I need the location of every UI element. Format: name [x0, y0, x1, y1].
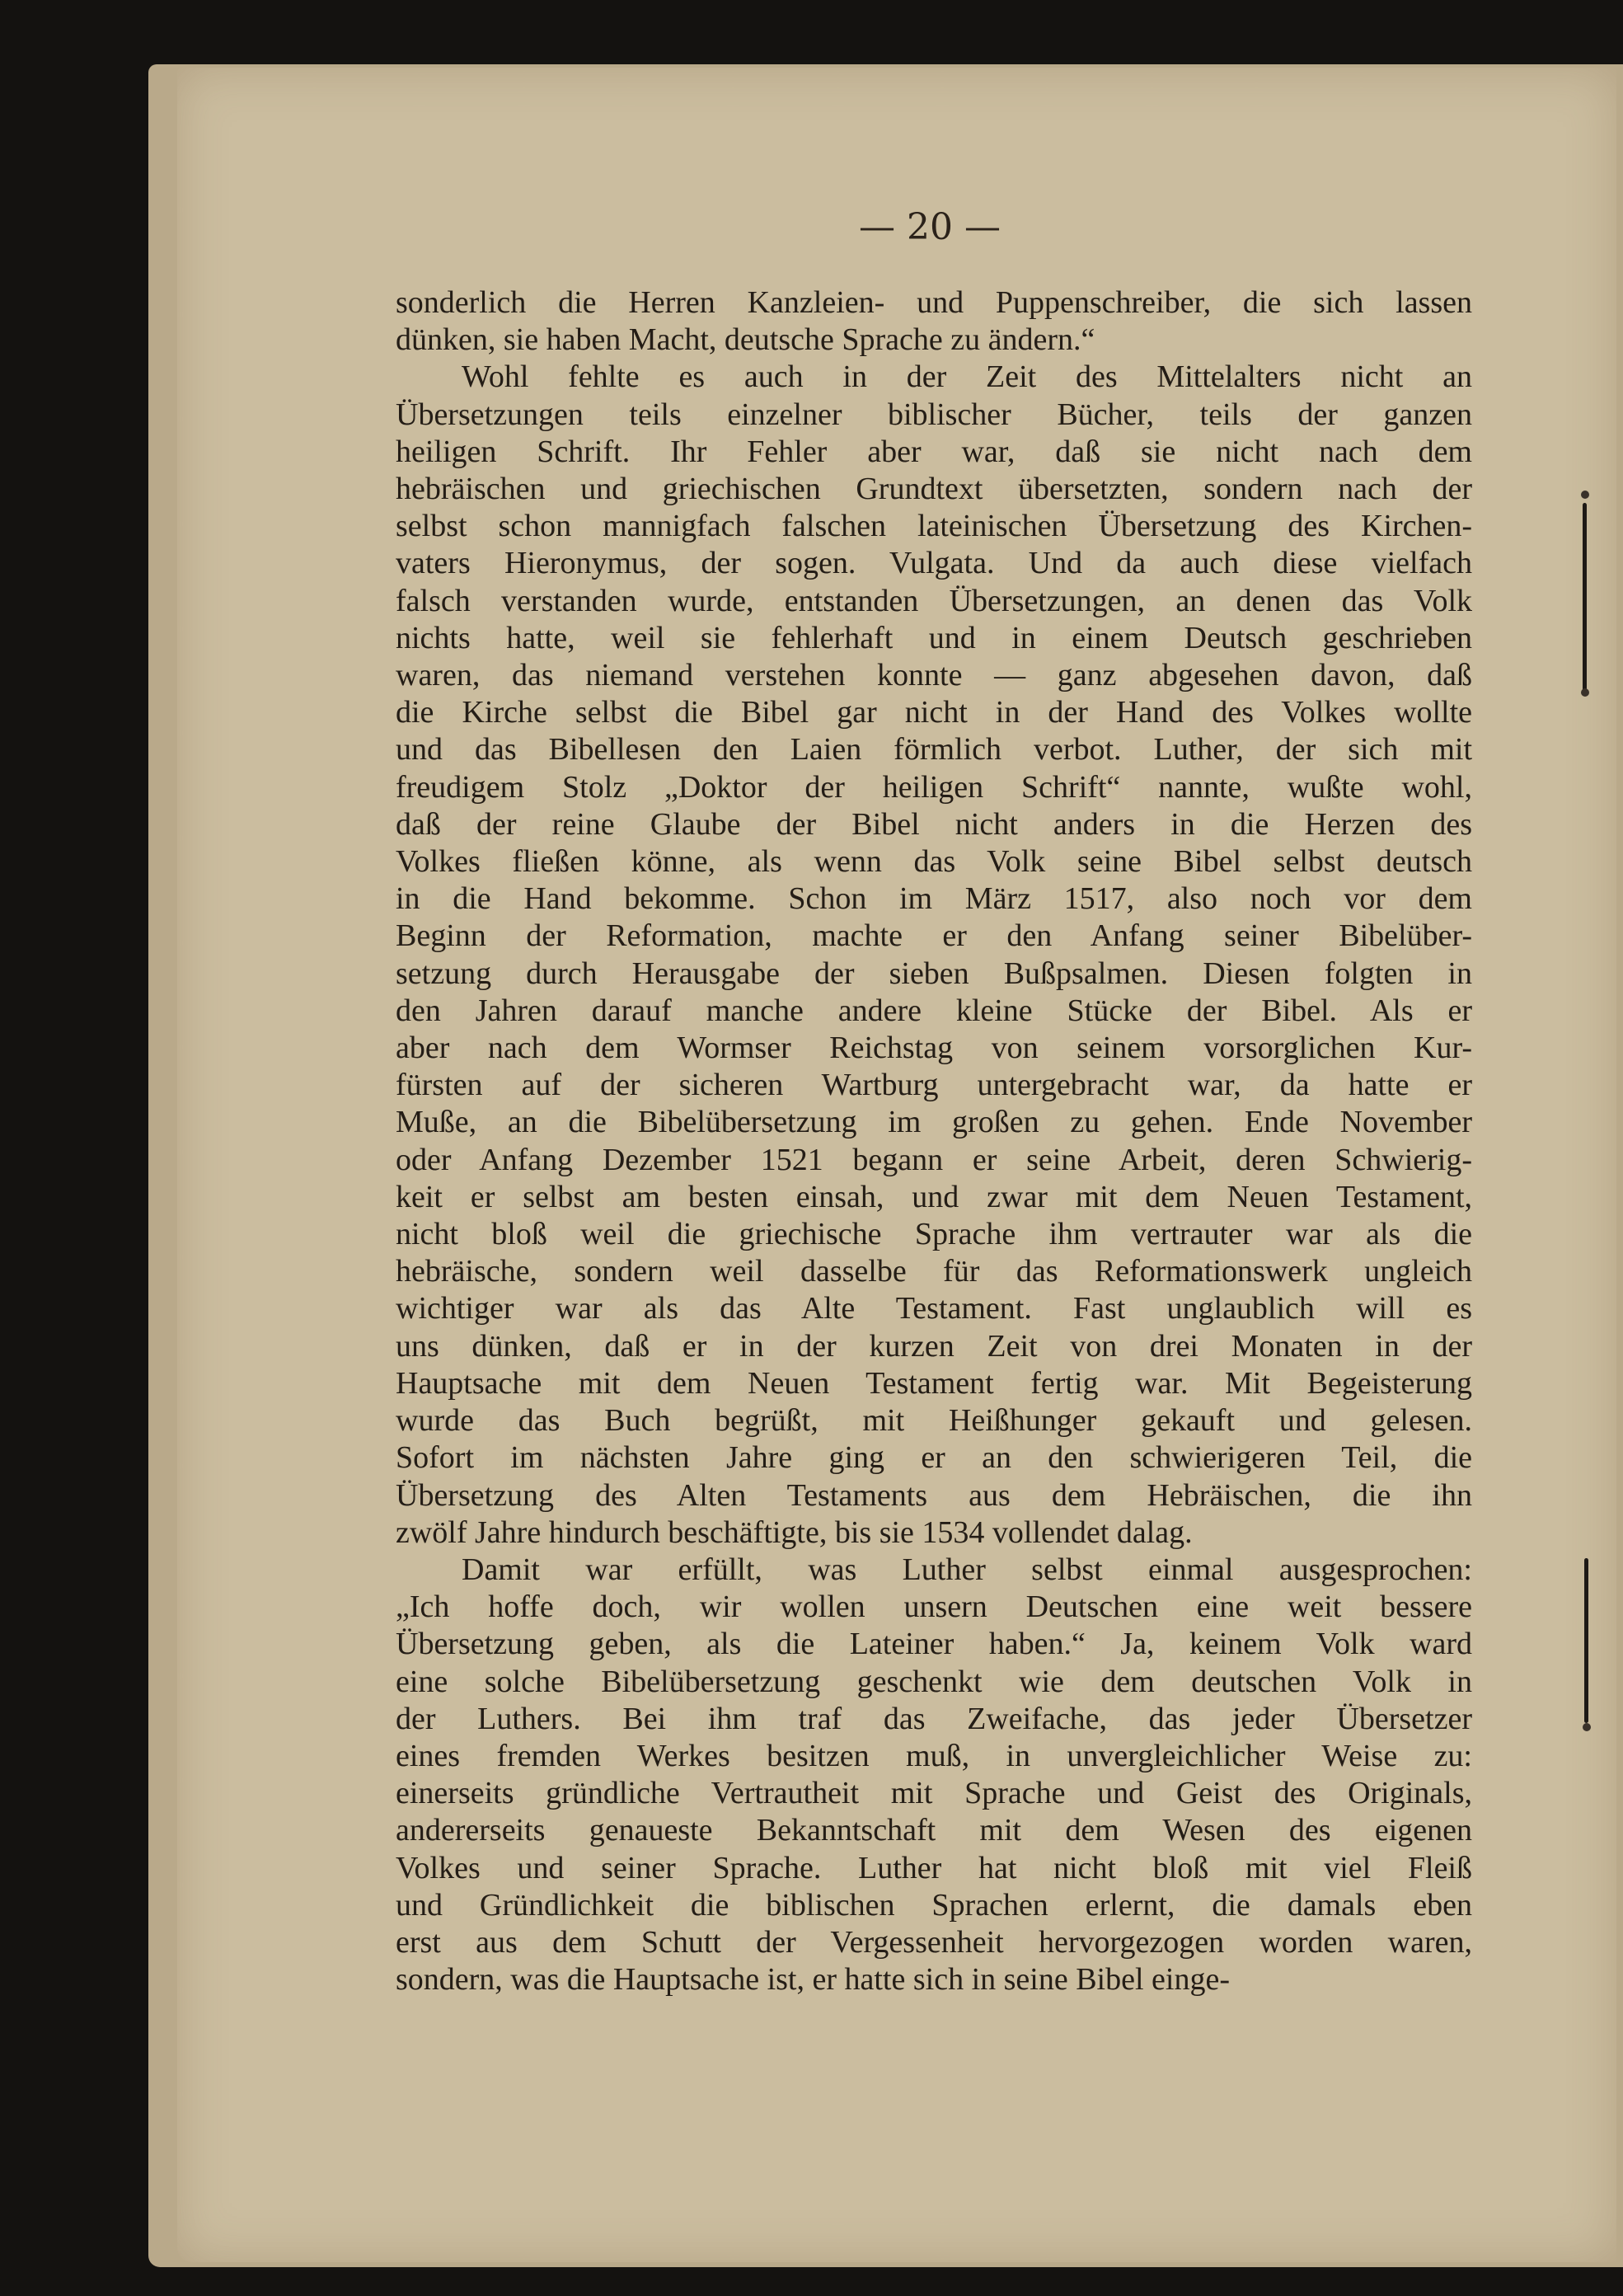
text-line: uns dünken, daß er in der kurzen Zeit von drei Monaten in der: [396, 1328, 1472, 1364]
text-line: Hauptsache mit dem Neuen Testament fertig war. Mit Begeisterung: [396, 1365, 1472, 1401]
text-line: Übersetzung geben, als die Lateiner haben.“ Ja, keinem Volk ward: [396, 1627, 1472, 1662]
text-line: und Gründlichkeit die biblischen Sprachen erlernt, die damals eben: [396, 1887, 1472, 1923]
binding-thread-upper: [1583, 503, 1587, 693]
text-line: die Kirche selbst die Bibel gar nicht in der Hand des Volkes wollte: [396, 695, 1472, 730]
text-line: aber nach dem Wormser Reichstag von seinem vorsorglichen Kur-: [396, 1031, 1472, 1066]
binding-hole: [1581, 491, 1589, 499]
binding-hole: [1583, 1723, 1591, 1731]
text-line: eine solche Bibelübersetzung geschenkt wie dem deutschen Volk in: [396, 1664, 1472, 1699]
text-line: Muße, an die Bibelübersetzung im großen zu gehen. Ende November: [396, 1105, 1472, 1140]
text-line: den Jahren darauf manche andere kleine Stücke der Bibel. Als er: [396, 993, 1472, 1028]
text-line: Wohl fehlte es auch in der Zeit des Mittelalters nicht an: [462, 359, 1472, 395]
text-line: freudigem Stolz „Doktor der heiligen Schrift“ nannte, wußte wohl,: [396, 769, 1472, 805]
text-line: zwölf Jahre hindurch beschäftigte, bis sie 1534 vollendet dalag.: [396, 1514, 1193, 1550]
page-number: — 20 —: [859, 206, 1001, 248]
text-line: wurde das Buch begrüßt, mit Heißhunger gekauft und gelesen.: [396, 1403, 1472, 1439]
text-line: Sofort im nächsten Jahre ging er an den schwierigeren Teil, die: [396, 1440, 1472, 1476]
text-line: dünken, sie haben Macht, deutsche Sprache zu ändern.“: [396, 322, 1095, 358]
text-line: keit er selbst am besten einsah, und zwar mit dem Neuen Testament,: [396, 1179, 1472, 1214]
text-line: einerseits gründliche Vertrautheit mit Sprache und Geist des Originals,: [396, 1776, 1472, 1811]
text-line: sonderlich die Herren Kanzleien- und Puppenschreiber, die sich lassen: [396, 285, 1472, 320]
text-line: und das Bibellesen den Laien förmlich verbot. Luther, der sich mit: [396, 732, 1472, 768]
text-line: wichtiger war als das Alte Testament. Fast unglaublich will es: [396, 1291, 1472, 1326]
text-line: Übersetzungen teils einzelner biblischer Bücher, teils der ganzen: [396, 397, 1472, 432]
text-line: Damit war erfüllt, was Luther selbst einmal ausgesprochen:: [462, 1552, 1472, 1587]
paragraph: [396, 1552, 1472, 1998]
text-line: fürsten auf der sicheren Wartburg untergebracht war, da hatte er: [396, 1068, 1472, 1103]
text-line: hebräische, sondern weil dasselbe für das Reformationswerk ungleich: [396, 1254, 1472, 1289]
text-line: eines fremden Werkes besitzen muß, in unvergleichlicher Weise zu:: [396, 1738, 1472, 1773]
binding-hole: [1581, 688, 1589, 697]
paragraph: [396, 284, 1472, 359]
paragraph: [396, 359, 1472, 1552]
text-line: setzung durch Herausgabe der sieben Bußpsalmen. Diesen folgten in: [396, 955, 1472, 991]
text-line: nichts hatte, weil sie fehlerhaft und in einem Deutsch geschrieben: [396, 620, 1472, 655]
body-text: [396, 284, 1472, 1998]
text-line: sondern, was die Hauptsache ist, er hatte sich in seine Bibel einge-: [396, 1962, 1230, 1998]
text-line: oder Anfang Dezember 1521 begann er seine Arbeit, deren Schwierig-: [396, 1142, 1472, 1177]
text-line: falsch verstanden wurde, entstanden Übersetzungen, an denen das Volk: [396, 583, 1472, 618]
text-line: hebräischen und griechischen Grundtext übersetzten, sondern nach der: [396, 472, 1472, 507]
text-line: nicht bloß weil die griechische Sprache ihm vertrauter war als die: [396, 1217, 1472, 1252]
text-line: „Ich hoffe doch, wir wollen unsern Deutschen eine weit bessere: [396, 1589, 1472, 1625]
text-line: daß der reine Glaube der Bibel nicht anders in die Herzen des: [396, 806, 1472, 842]
text-line: der Luthers. Bei ihm traf das Zweifache, das jeder Übersetzer: [396, 1701, 1472, 1736]
text-line: Volkes und seiner Sprache. Luther hat nicht bloß mit viel Fleiß: [396, 1850, 1472, 1885]
text-line: Volkes fließen könne, als wenn das Volk seine Bibel selbst deutsch: [396, 844, 1472, 880]
text-line: Übersetzung des Alten Testaments aus dem Hebräischen, die ihn: [396, 1477, 1472, 1513]
text-line: erst aus dem Schutt der Vergessenheit hervorgezogen worden waren,: [396, 1924, 1472, 1960]
text-line: selbst schon mannigfach falschen lateinischen Übersetzung des Kirchen-: [396, 509, 1472, 544]
binding-thread-lower: [1584, 1558, 1588, 1723]
text-line: vaters Hieronymus, der sogen. Vulgata. Und da auch diese vielfach: [396, 546, 1472, 581]
text-line: heiligen Schrift. Ihr Fehler aber war, daß sie nicht nach dem: [396, 434, 1472, 469]
text-line: Beginn der Reformation, machte er den Anfang seiner Bibelüber-: [396, 918, 1472, 954]
text-line: waren, das niemand verstehen konnte — ganz abgesehen davon, daß: [396, 658, 1472, 693]
text-line: andererseits genaueste Bekanntschaft mit dem Wesen des eigenen: [396, 1813, 1472, 1848]
text-line: in die Hand bekomme. Schon im März 1517, also noch vor dem: [396, 881, 1472, 917]
